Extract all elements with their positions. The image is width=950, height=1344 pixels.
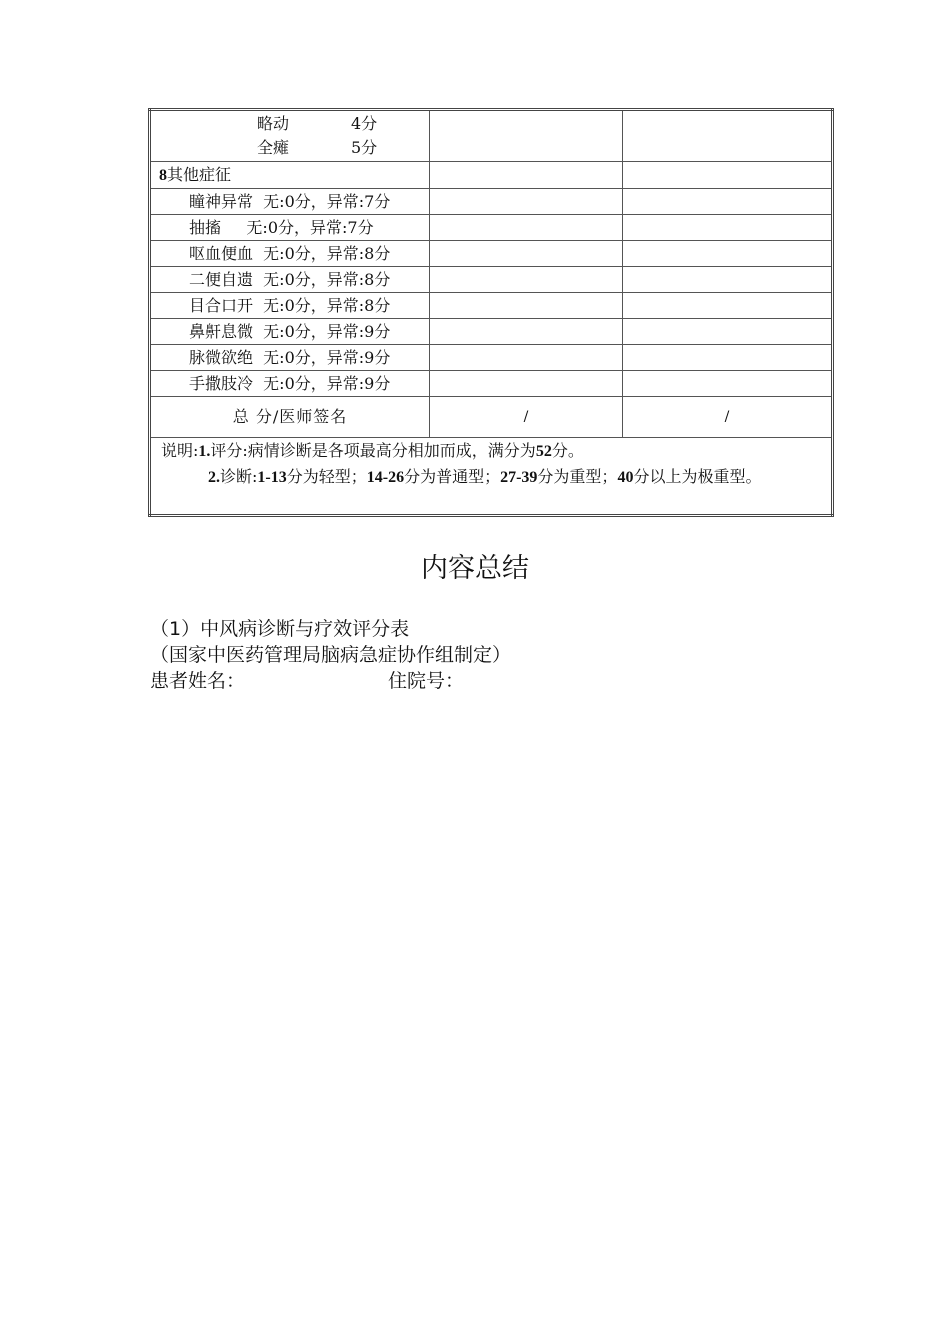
symptom-item: 呕血便血 无:0分，异常:8分 [150, 241, 430, 267]
table-row [150, 293, 833, 319]
symptom-item: 二便自遗 无:0分，异常:8分 [150, 267, 430, 293]
note-row [150, 438, 833, 516]
score-cell[interactable] [430, 162, 623, 189]
form-source-line: （国家中医药管理局脑病急症协作组制定） [150, 644, 512, 666]
score-cell[interactable] [623, 162, 833, 189]
symptom-item: 抽搐 无:0分，异常:7分 [150, 215, 430, 241]
note-cell [150, 438, 833, 516]
score-cell[interactable] [623, 371, 833, 397]
total-signature-cell[interactable]: / [430, 397, 623, 438]
score-cell[interactable] [430, 371, 623, 397]
summary-title: 内容总结 [421, 553, 529, 584]
score-table [148, 108, 834, 517]
table-row [150, 267, 833, 293]
score-cell[interactable] [430, 241, 623, 267]
total-label: 总 分/医师签名 [150, 397, 430, 438]
patient-name-label: 患者姓名： [150, 670, 246, 692]
score-cell[interactable] [623, 319, 833, 345]
score-cell[interactable] [430, 293, 623, 319]
symptom-item: 瞳神异常 无:0分，异常:7分 [150, 189, 430, 215]
score-cell[interactable] [430, 345, 623, 371]
score-cell[interactable] [623, 267, 833, 293]
score-cell[interactable] [430, 110, 623, 162]
table-row [150, 215, 833, 241]
level-score: 4分 [351, 114, 378, 133]
score-cell[interactable] [430, 189, 623, 215]
section-title: 8其他症征 [150, 162, 430, 189]
table-row [150, 241, 833, 267]
score-cell[interactable] [623, 241, 833, 267]
note-line-1: 说明:1.评分:病情诊断是各项最高分相加而成，满分为52分。 [161, 441, 584, 460]
symptom-item: 手撒肢冷 无:0分，异常:9分 [150, 371, 430, 397]
table-row [150, 345, 833, 371]
score-cell[interactable] [623, 345, 833, 371]
table-row [150, 319, 833, 345]
score-cell[interactable] [623, 293, 833, 319]
table-row [150, 162, 833, 189]
symptom-item: 目合口开 无:0分，异常:8分 [150, 293, 430, 319]
level-label: 略动 [257, 114, 290, 133]
note-line-2: 2.诊断:1-13分为轻型；14-26分为普通型；27-39分为重型；40分以上为极重型。 [208, 467, 762, 486]
score-cell[interactable] [623, 110, 833, 162]
form-title-line: （1）中风病诊断与疗效评分表 [150, 618, 410, 640]
table-row [150, 189, 833, 215]
total-row [150, 397, 833, 438]
motor-level-cell [150, 110, 430, 162]
table-row [150, 110, 833, 162]
hospital-no-label: 住院号： [388, 670, 465, 692]
level-label: 全瘫 [257, 138, 290, 157]
symptom-item: 鼻鼾息微 无:0分，异常:9分 [150, 319, 430, 345]
score-cell[interactable] [430, 319, 623, 345]
score-cell[interactable] [623, 215, 833, 241]
table-row [150, 371, 833, 397]
score-cell[interactable] [430, 215, 623, 241]
total-signature-cell[interactable]: / [623, 397, 833, 438]
score-cell[interactable] [430, 267, 623, 293]
score-cell[interactable] [623, 189, 833, 215]
symptom-item: 脉微欲绝 无:0分，异常:9分 [150, 345, 430, 371]
level-score: 5分 [351, 138, 378, 157]
